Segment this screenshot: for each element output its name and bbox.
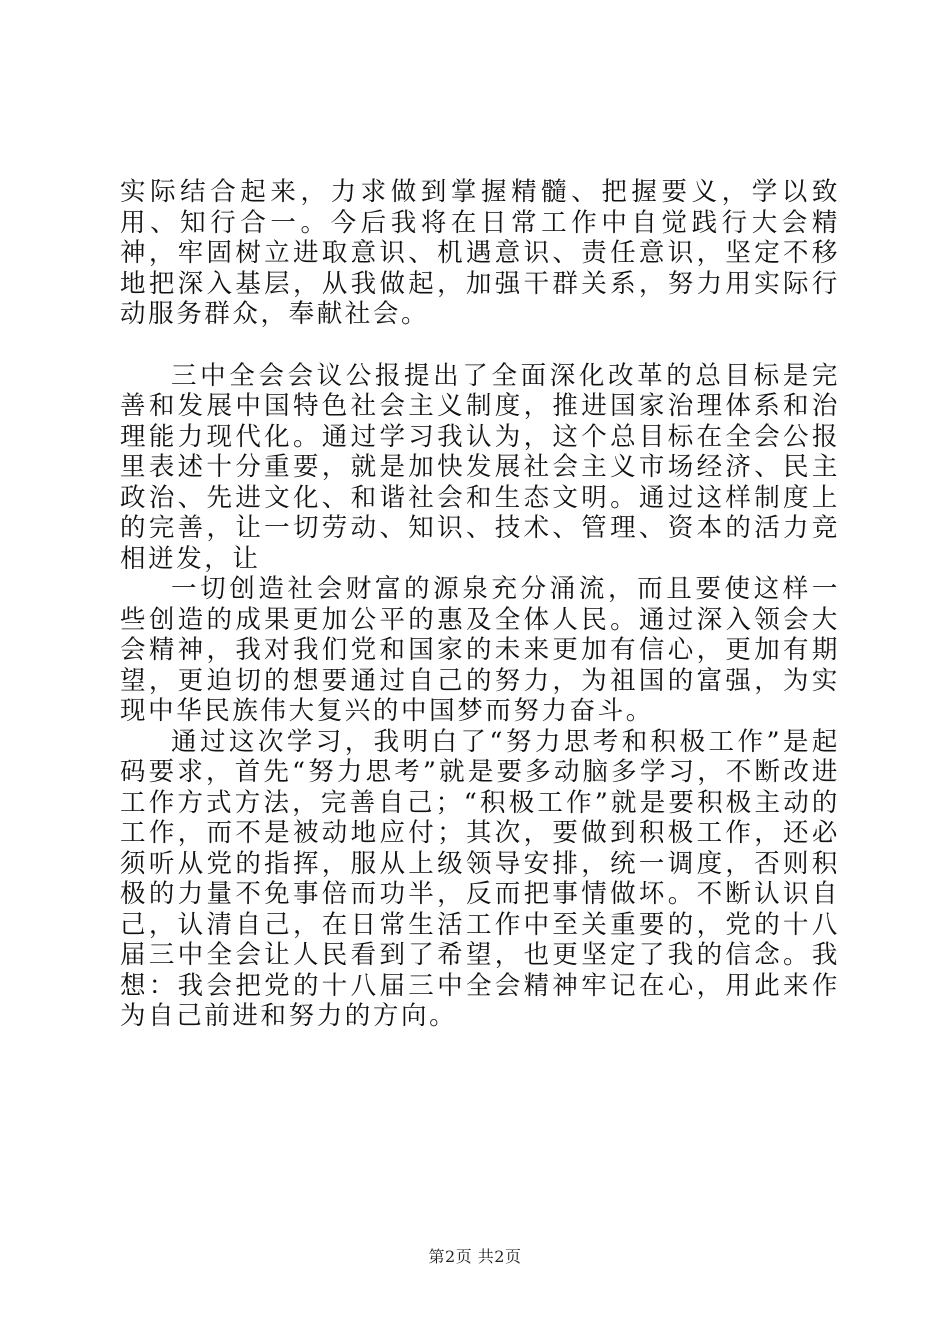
paragraph-study-reflection: 通过这次学习，我明白了“努力思考和积极工作”是起码要求，首先“努力思考”就是要多动脑多学习，不断改进工作方式方法，完善自己；“积极工作”就是要积极主动的工作，而不是被动地应付；其次，要做到积极工作，还必须听从党的指挥，服从上级领导安排，统一调度，否则积极的力量不免事倍而功半，反而把事情做坏。不断认识自己，认清自己，在日常生活工作中至关重要的，党的十八届三中全会让人民看到了希望，也更坚定了我的信念。我想：我会把党的十八届三中全会精神牢记在心，用此来作为自己前进和努力的方向。 <box>120 726 840 1031</box>
paragraph-continuation: 实际结合起来，力求做到掌握精髓、把握要义，学以致用、知行合一。今后我将在日常工作中自觉践行大会精神，牢固树立进取意识、机遇意识、责任意识，坚定不移地把深入基层，从我做起，加强干群关系，努力用实际行动服务群众，奉献社会。 <box>120 177 840 329</box>
paragraph-social-wealth: 一切创造社会财富的源泉充分涌流，而且要使这样一些创造的成果更加公平的惠及全体人民。通过深入领会大会精神，我对我们党和国家的未来更加有信心，更加有期望，更迫切的想要通过自己的努力，为祖国的富强，为实现中华民族伟大复兴的中国梦而努力奋斗。 <box>120 574 840 726</box>
document-body <box>120 177 840 1032</box>
page-number-footer: 第2页 共2页 <box>428 1247 522 1266</box>
paragraph-reform-goal: 三中全会会议公报提出了全面深化改革的总目标是完善和发展中国特色社会主义制度，推进国家治理体系和治理能力现代化。通过学习我认为，这个总目标在全会公报里表述十分重要，就是加快发展社会主义市场经济、民主政治、先进文化、和谐社会和生态文明。通过这样制度上的完善，让一切劳动、知识、技术、管理、资本的活力竞相迸发，让 <box>120 360 840 574</box>
